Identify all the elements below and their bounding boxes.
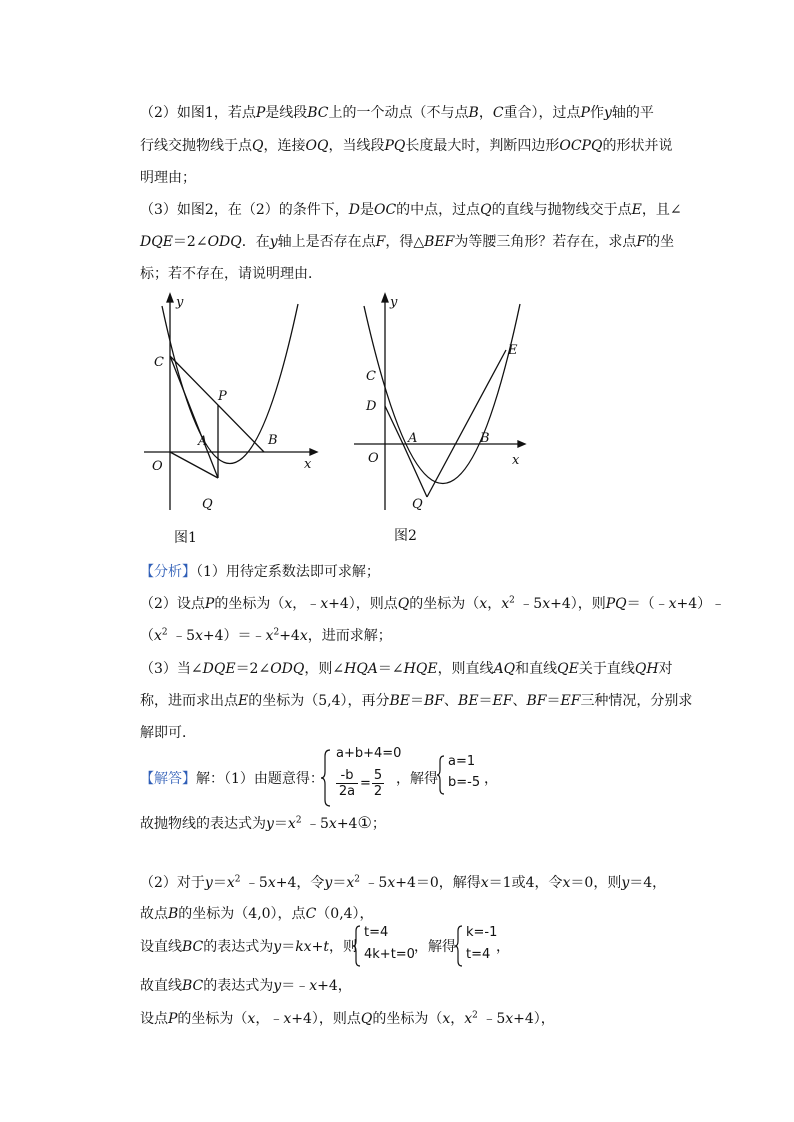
fig2-parabola (364, 304, 520, 484)
analysis-line-2: （2）设点P的坐标为（x，﹣x+4），则点Q的坐标为（x，$x^2$ ﹣5x+4），则PQ＝（﹣x+4）﹣ (140, 595, 726, 612)
fig2-label-O: O (368, 451, 379, 466)
fig1-label-B: B (268, 433, 278, 448)
sol2: k=-1 t=4 (466, 925, 498, 962)
fig1-label-A: A (198, 434, 208, 449)
fig2-segment-QE (427, 350, 506, 497)
analysis-tag: 【分析】 (140, 564, 196, 580)
analysis-line-1: 【分析】（1）用待定系数法即可求解； (140, 564, 380, 580)
fig2-label-x: x (512, 453, 520, 468)
analysis-line-4: （3）当∠DQE＝2∠ODQ，则∠HQA＝∠HQE，则直线AQ和直线QE关于直线QH对 (140, 661, 673, 677)
analysis-line-5: 称，进而求出点E的坐标为（5,4），再分BE＝BF、BE＝EF、BF＝EF三种情况，分别求 (140, 693, 693, 709)
fig1-parabola (162, 304, 298, 464)
q2-line-3: 明理由； (140, 170, 196, 186)
answer-b-line-3c: ， (496, 939, 510, 955)
fig2-segment-AQ (403, 444, 427, 497)
fig2-label-C: C (366, 369, 376, 384)
answer-b-line-2: 故点B的坐标为（4,0），点C（0,4）， (140, 906, 374, 922)
sys1-frac-left: $\frac{-b}{2a}$ (336, 768, 358, 799)
answer-b-line-3: 设直线BC的表达式为y＝kx+t，则 (140, 939, 357, 955)
sys1-eq1: a+b+4=0 (336, 746, 402, 761)
sys2-brace (352, 924, 362, 968)
fig1-caption: 图1 (174, 530, 197, 546)
answer-line-1c: ， (484, 771, 498, 787)
fig1-segment-CB (170, 356, 264, 452)
answer-line-1: 【解答】解：（1）由题意得： (140, 771, 324, 787)
q3-line-1: （3）如图2，在（2）的条件下，D是OC的中点，过点Q的直线与抛物线交于点E，且∠ (140, 202, 682, 218)
sol1-brace (436, 754, 446, 796)
answer-b-line-4: 故直线BC的表达式为y＝﹣x+4， (140, 978, 352, 994)
fig1-label-C: C (154, 355, 164, 370)
q3-line-2: DQE＝2∠ODQ．在y轴上是否存在点F，得△BEF为等腰三角形？若存在，求点F的坐 (140, 234, 675, 250)
sol1: a=1 b=-5 (448, 754, 481, 790)
sol2-brace (454, 924, 464, 968)
sys1-brace (320, 748, 332, 808)
fig1-label-O: O (152, 459, 163, 474)
fig2-label-Q: Q (412, 497, 423, 512)
figure-1 (140, 292, 330, 552)
fig1-label-x: x (304, 457, 312, 472)
fig1-label-Q: Q (202, 497, 213, 512)
q3-line-3: 标；若不存在，请说明理由． (140, 266, 322, 282)
sys2: t=4 4k+t=0 (364, 925, 415, 962)
answer-b-line-1: （2）对于$y=x^2$ ﹣5x+4，令$y=x^2$ ﹣5x+4＝0，解得x＝1或4，令x＝0，则y＝4， (140, 874, 667, 891)
analysis-line-3: （$x^2$ $﹣5x+4)=﹣x^2+4x$，进而求解； (140, 627, 392, 644)
q2-line-1: （2）如图1，若点P是线段BC上的一个动点（不与点B，C重合），过点P作y轴的平 (140, 105, 654, 121)
answer-b-line-3b: ，解得 (414, 939, 456, 955)
analysis-line-6: 解即可． (140, 725, 196, 741)
fig2-label-y: y (390, 295, 398, 310)
fig2-label-D: D (366, 399, 377, 414)
sys1-frac-right: $\frac{5}{2}$ (373, 768, 383, 799)
fig1-segment-OQ (170, 452, 218, 478)
fig2-segment-DA (385, 406, 403, 444)
fig1-label-y: y (176, 295, 184, 310)
answer-line-1b: ，解得 (396, 771, 438, 787)
fig2-label-B: B (480, 431, 490, 446)
q2-line-2: 行线交抛物线于点Q，连接OQ，当线段PQ长度最大时，判断四边形OCPQ的形状并说 (140, 138, 673, 154)
fig2-label-A: A (408, 431, 418, 446)
fig2-label-E: E (508, 343, 518, 358)
fig1-segment-CQ (170, 356, 218, 478)
fig2-caption: 图2 (394, 528, 417, 544)
answer-tag: 【解答】 (140, 771, 196, 787)
fig1-label-P: P (218, 389, 227, 404)
answer-line-2: 故抛物线的表达式为$y=x^2$ ﹣5x+4①； (140, 813, 386, 832)
answer-b-line-5: 设点P的坐标为（x，﹣x+4），则点Q的坐标为（x，$x^2$ ﹣5x+4）， (140, 1010, 555, 1027)
figure-2 (350, 292, 540, 552)
